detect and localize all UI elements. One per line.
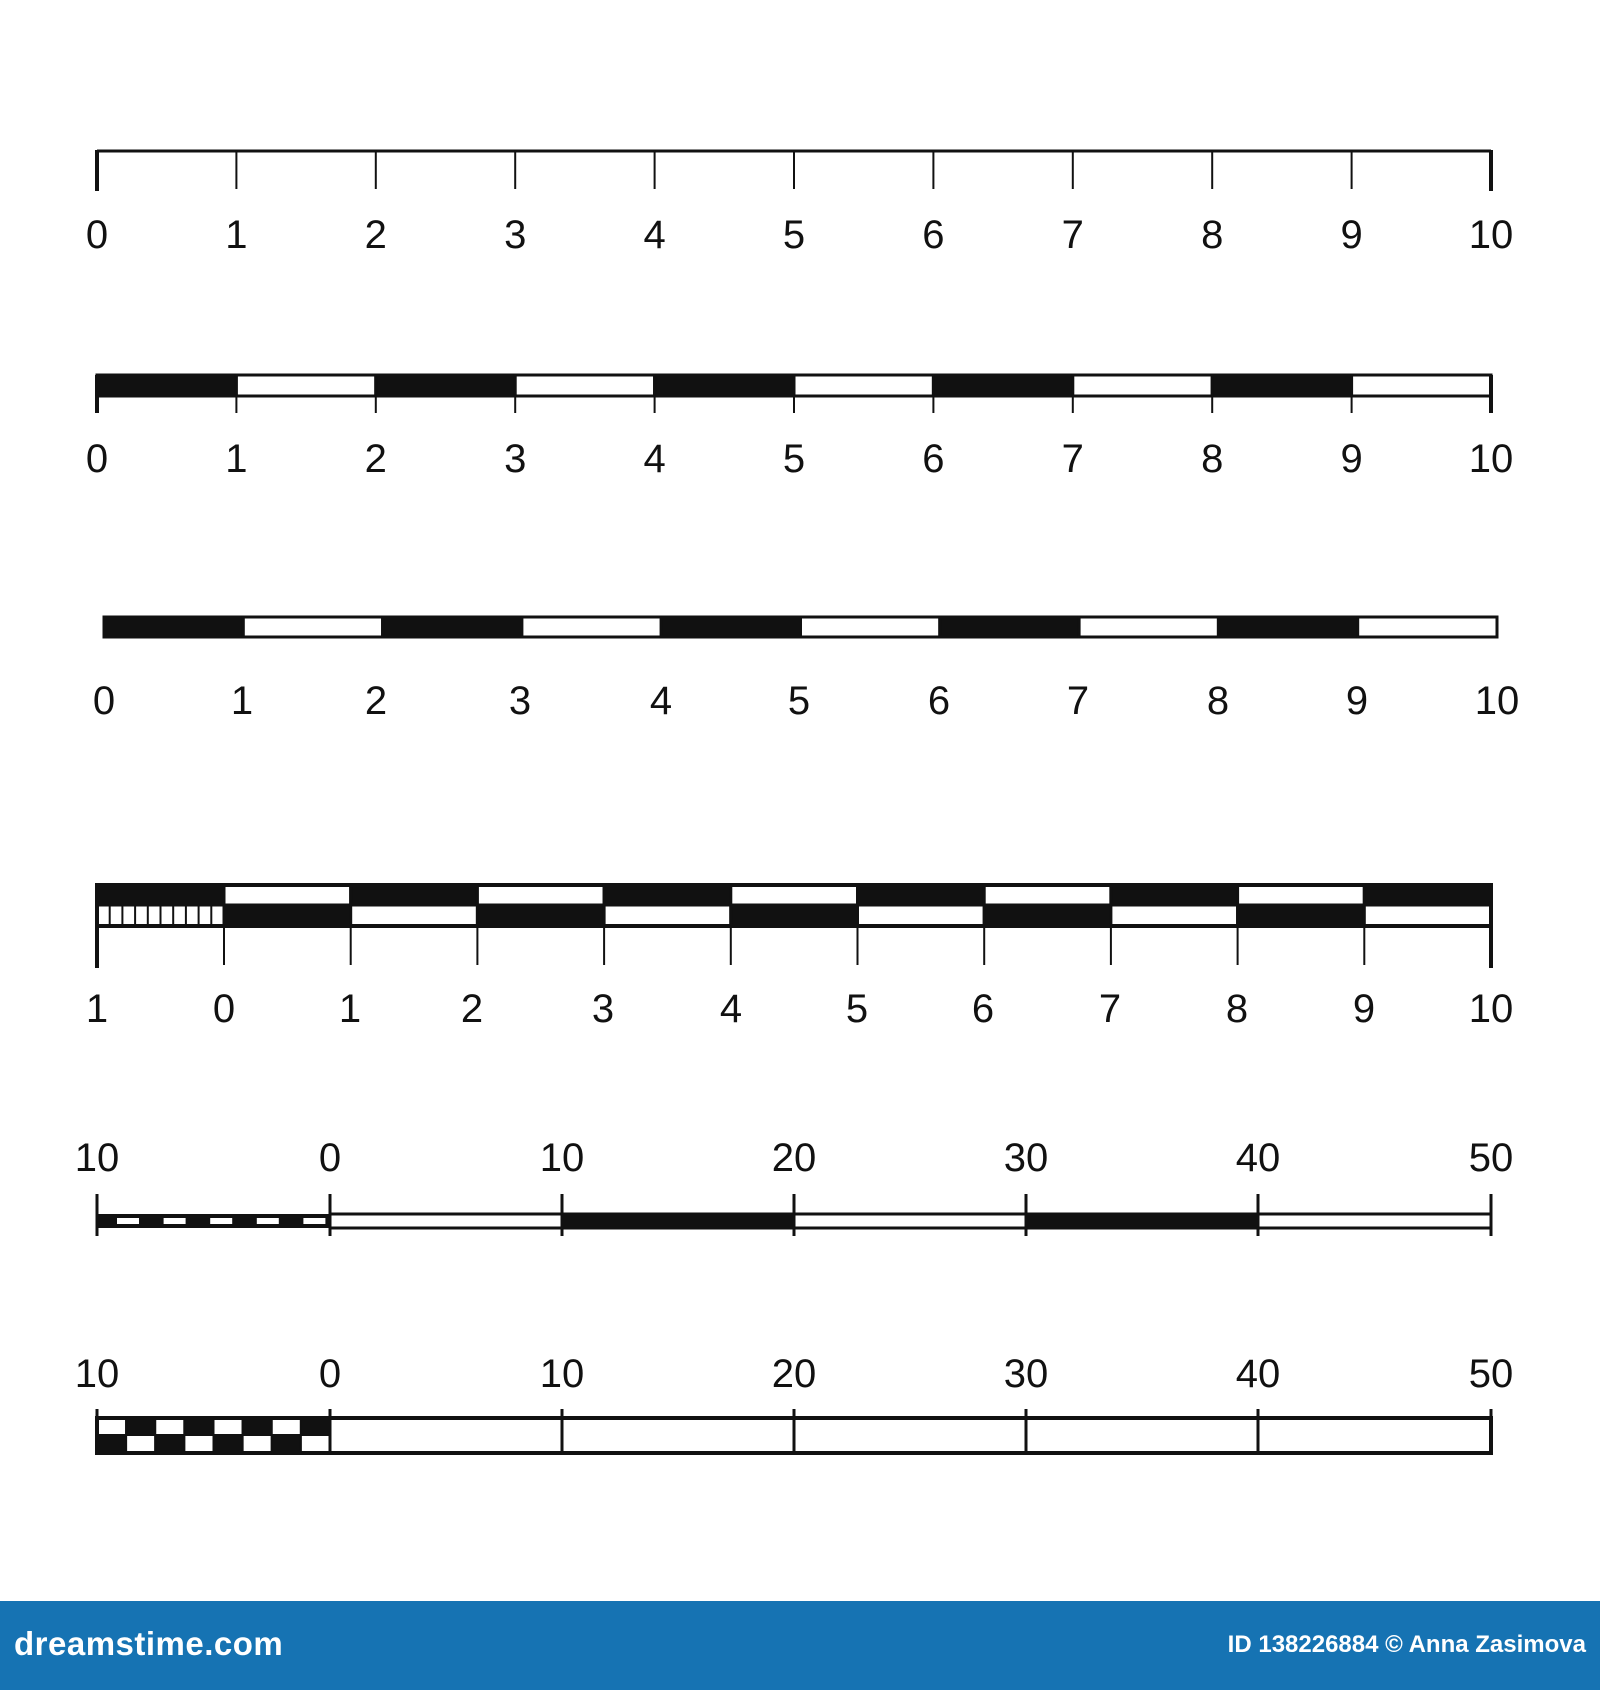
segment-6: [940, 617, 1079, 637]
tick-label-4: 30: [1003, 1136, 1049, 1180]
tick-label-7: 7: [1066, 679, 1090, 723]
segment-bottom-5: [858, 905, 985, 926]
tick-label-2: 2: [364, 679, 388, 723]
segment-bottom-8: [1238, 905, 1365, 926]
tick-label-1: 1: [230, 679, 254, 723]
segment-bottom-7: [1111, 905, 1238, 926]
tick-label-3: 3: [504, 437, 527, 481]
segment-4: [655, 375, 794, 396]
checker-bottom-0: [97, 1435, 126, 1453]
tick-label-6: 6: [922, 213, 945, 257]
segment-6: [933, 375, 1072, 396]
tick-label-6: 50: [1468, 1136, 1514, 1180]
checker-bottom-3: [184, 1435, 213, 1453]
segment-2: [383, 617, 522, 637]
segment-bottom-4: [731, 905, 858, 926]
tick-label-1: 1: [225, 213, 248, 257]
tick-label-5: 40: [1235, 1136, 1281, 1180]
segment-8: [1212, 375, 1351, 396]
segment-top-6: [984, 885, 1111, 905]
segment-bottom-3: [604, 905, 731, 926]
segment-top-3: [604, 885, 731, 905]
footer-banner: [0, 1601, 1600, 1690]
tick-label-10: 10: [1468, 437, 1514, 481]
segment-0: [97, 375, 236, 396]
segment-1: [330, 1214, 562, 1228]
tick-label-4: 30: [1003, 1352, 1049, 1396]
segment-2: [562, 1418, 794, 1453]
tick-label-2: 2: [364, 437, 387, 481]
checker-bottom-4: [214, 1435, 243, 1453]
image-id: ID 138226884: [1227, 1631, 1379, 1658]
tick-label-0: 0: [85, 437, 109, 481]
segment-5: [1258, 1214, 1491, 1228]
image-credit: [1228, 1631, 1586, 1659]
segment-1: [330, 1418, 562, 1453]
tick-label-7: 6: [971, 987, 995, 1031]
checker-bottom-2: [155, 1435, 184, 1453]
segment-top-4: [731, 885, 858, 905]
checker-bottom-1: [126, 1435, 155, 1453]
tick-label-8: 8: [1201, 213, 1224, 257]
checker-bottom-6: [272, 1435, 301, 1453]
segment-4: [661, 617, 800, 637]
segment-5: [1258, 1418, 1491, 1453]
segment-bottom-0: [224, 905, 351, 926]
segment-8: [1218, 617, 1357, 637]
segment-bottom-1: [351, 905, 478, 926]
segment-3: [794, 1214, 1026, 1228]
checker-top-5: [243, 1418, 272, 1435]
tick-label-9: 8: [1225, 987, 1249, 1031]
segment-4: [1026, 1418, 1258, 1453]
extension-dash-4: [303, 1218, 325, 1224]
tick-label-0: 0: [85, 213, 109, 257]
checker-top-4: [214, 1418, 243, 1435]
tick-label-6: 5: [845, 987, 869, 1031]
tick-label-5: 5: [782, 213, 806, 257]
author-credit: © Anna Zasimova: [1385, 1631, 1586, 1658]
segment-bottom-9: [1364, 905, 1491, 926]
segment-top-2: [477, 885, 604, 905]
segment-5: [801, 617, 940, 637]
tick-label-4: 4: [649, 679, 673, 723]
tick-label-2: 10: [539, 1136, 585, 1180]
checker-bottom-5: [243, 1435, 272, 1453]
brand-logo: dreamstime.com: [14, 1625, 284, 1662]
tick-label-0: 0: [92, 679, 116, 723]
segment-2: [376, 375, 515, 396]
checker-top-6: [272, 1418, 301, 1435]
tick-label-3: 3: [504, 213, 527, 257]
tick-label-10: 10: [1474, 679, 1520, 723]
tick-label-6: 6: [927, 679, 951, 723]
tick-label-1: 1: [225, 437, 248, 481]
tick-label-0: 1: [85, 987, 109, 1031]
tick-label-1: 0: [212, 987, 236, 1031]
checker-top-7: [301, 1418, 330, 1435]
tick-label-6: 50: [1468, 1352, 1514, 1396]
checker-top-2: [155, 1418, 184, 1435]
segment-top-8: [1238, 885, 1365, 905]
tick-label-2: 2: [364, 213, 387, 257]
segment-4: [1026, 1214, 1258, 1228]
extension-top: [97, 885, 224, 905]
segment-bottom-2: [477, 905, 604, 926]
tick-label-2: 1: [338, 987, 362, 1031]
tick-label-1: 0: [318, 1136, 342, 1180]
checker-bottom-7: [301, 1435, 330, 1453]
segment-top-7: [1111, 885, 1238, 905]
tick-label-2: 10: [539, 1352, 585, 1396]
tick-label-8: 8: [1206, 679, 1230, 723]
tick-label-11: 10: [1468, 987, 1514, 1031]
tick-label-5: 5: [782, 437, 806, 481]
tick-label-3: 20: [771, 1136, 817, 1180]
segment-1: [243, 617, 382, 637]
extension-dash-0: [117, 1218, 139, 1224]
tick-label-0: 10: [74, 1352, 120, 1396]
checker-top-3: [184, 1418, 213, 1435]
segment-5: [794, 375, 933, 396]
tick-label-3: 3: [508, 679, 532, 723]
segment-7: [1079, 617, 1218, 637]
tick-label-9: 9: [1345, 679, 1369, 723]
tick-label-5: 4: [719, 987, 743, 1031]
tick-label-3: 20: [771, 1352, 817, 1396]
segment-9: [1352, 375, 1491, 396]
tick-label-10: 10: [1468, 213, 1514, 257]
tick-label-4: 4: [643, 213, 666, 257]
segment-bottom-6: [984, 905, 1111, 926]
segment-7: [1073, 375, 1212, 396]
segment-9: [1358, 617, 1497, 637]
tick-label-7: 7: [1061, 437, 1084, 481]
tick-label-6: 6: [922, 437, 945, 481]
tick-label-8: 7: [1098, 987, 1122, 1031]
tick-label-4: 3: [591, 987, 615, 1031]
tick-label-9: 9: [1340, 213, 1363, 257]
tick-label-1: 0: [318, 1352, 342, 1396]
segment-3: [515, 375, 654, 396]
tick-label-5: 40: [1235, 1352, 1281, 1396]
extension-dash-1: [164, 1218, 186, 1224]
segment-3: [522, 617, 661, 637]
segment-top-0: [224, 885, 351, 905]
tick-label-4: 4: [643, 437, 666, 481]
tick-label-7: 7: [1061, 213, 1084, 257]
checker-top-1: [126, 1418, 155, 1435]
segment-top-9: [1364, 885, 1491, 905]
segment-1: [236, 375, 375, 396]
tick-label-5: 5: [787, 679, 811, 723]
segment-top-5: [858, 885, 985, 905]
extension-dash-2: [210, 1218, 232, 1224]
tick-label-9: 9: [1340, 437, 1363, 481]
tick-label-10: 9: [1352, 987, 1376, 1031]
tick-label-8: 8: [1201, 437, 1224, 481]
segment-0: [104, 617, 243, 637]
checker-top-0: [97, 1418, 126, 1435]
tick-label-3: 2: [460, 987, 484, 1031]
extension-dash-3: [257, 1218, 279, 1224]
tick-label-0: 10: [74, 1136, 120, 1180]
segment-3: [794, 1418, 1026, 1453]
segment-2: [562, 1214, 794, 1228]
segment-top-1: [351, 885, 478, 905]
